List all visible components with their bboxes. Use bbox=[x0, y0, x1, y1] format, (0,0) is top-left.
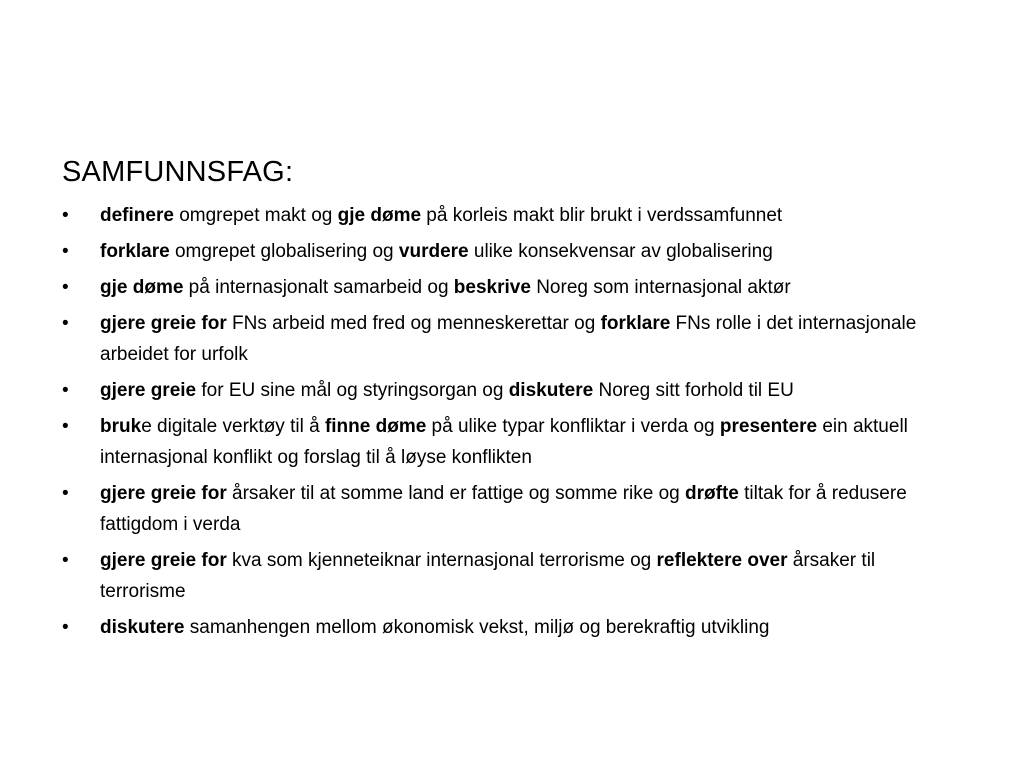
bullet-dot: • bbox=[62, 380, 69, 401]
bullet-keyword: gjere greie for bbox=[100, 550, 227, 571]
bullet-text: årsaker til terrorisme bbox=[100, 550, 876, 602]
bullet-text: omgrepet globalisering og bbox=[169, 241, 399, 262]
bullet-keyword: gjere greie bbox=[100, 380, 197, 401]
bullet-text: FNs arbeid med fred og menneskerettar og bbox=[226, 313, 601, 334]
bullet-keyword: reflektere over bbox=[656, 550, 788, 571]
bullet-keyword: forklare bbox=[100, 241, 170, 262]
bullet-keyword: presentere bbox=[719, 416, 818, 437]
bullet-text: Noreg sitt forhold til EU bbox=[593, 380, 794, 401]
bullet-text: Noreg som internasjonal aktør bbox=[530, 277, 791, 298]
bullet-dot: • bbox=[62, 617, 69, 638]
bullet-text: på korleis makt blir brukt i verdssamfunnet bbox=[421, 205, 783, 226]
bullet-dot: • bbox=[62, 550, 69, 571]
bullet-dot: • bbox=[62, 416, 69, 437]
bullet-item bbox=[62, 411, 962, 473]
bullet-dot: • bbox=[62, 205, 69, 226]
bullet-text: kva som kjenneteiknar internasjonal terrorisme og bbox=[226, 550, 657, 571]
bullet-keyword: diskutere bbox=[508, 380, 594, 401]
bullet-item bbox=[62, 478, 962, 540]
bullet-keyword: gjere greie for bbox=[100, 313, 227, 334]
bullet-dot: • bbox=[62, 241, 69, 262]
bullet-keyword: forklare bbox=[600, 313, 671, 334]
bullet-keyword: drøfte bbox=[685, 483, 739, 504]
bullet-item bbox=[62, 272, 962, 303]
bullet-keyword: definere bbox=[100, 205, 174, 226]
slide-heading: SAMFUNNSFAG: bbox=[62, 156, 294, 188]
bullet-item bbox=[62, 375, 962, 406]
bullet-text: samanhengen mellom økonomisk vekst, miljø og berekraftig utvikling bbox=[184, 617, 770, 638]
bullet-keyword: finne døme bbox=[324, 416, 427, 437]
bullet-text: for EU sine mål og styringsorgan og bbox=[196, 380, 509, 401]
bullet-keyword: beskrive bbox=[453, 277, 531, 298]
bullet-item bbox=[62, 612, 962, 643]
bullet-keyword: vurdere bbox=[398, 241, 469, 262]
bullet-keyword: diskutere bbox=[100, 617, 185, 638]
bullet-list bbox=[62, 200, 962, 648]
bullet-text: på ulike typar konfliktar i verda og bbox=[426, 416, 720, 437]
bullet-item bbox=[62, 236, 962, 267]
bullet-dot: • bbox=[62, 277, 69, 298]
bullet-text: årsaker til at somme land er fattige og somme rike og bbox=[226, 483, 686, 504]
bullet-dot: • bbox=[62, 483, 69, 504]
bullet-dot: • bbox=[62, 313, 69, 334]
bullet-text: FNs rolle i det internasjonale arbeidet for urfolk bbox=[100, 313, 917, 365]
bullet-keyword: gje døme bbox=[100, 277, 184, 298]
bullet-item bbox=[62, 200, 962, 231]
bullet-text: ulike konsekvensar av globalisering bbox=[468, 241, 773, 262]
bullet-text: ein aktuell internasjonal konflikt og forslag til å løyse konflikten bbox=[100, 416, 908, 468]
bullet-keyword: gjere greie for bbox=[100, 483, 227, 504]
bullet-item bbox=[62, 545, 962, 607]
bullet-item bbox=[62, 308, 962, 370]
bullet-keyword: bruk bbox=[100, 416, 142, 437]
bullet-text: tiltak for å redusere fattigdom i verda bbox=[100, 483, 907, 535]
bullet-keyword: gje døme bbox=[337, 205, 422, 226]
bullet-text: på internasjonalt samarbeid og bbox=[183, 277, 454, 298]
bullet-text: e digitale verktøy til å bbox=[141, 416, 325, 437]
bullet-text: omgrepet makt og bbox=[173, 205, 338, 226]
